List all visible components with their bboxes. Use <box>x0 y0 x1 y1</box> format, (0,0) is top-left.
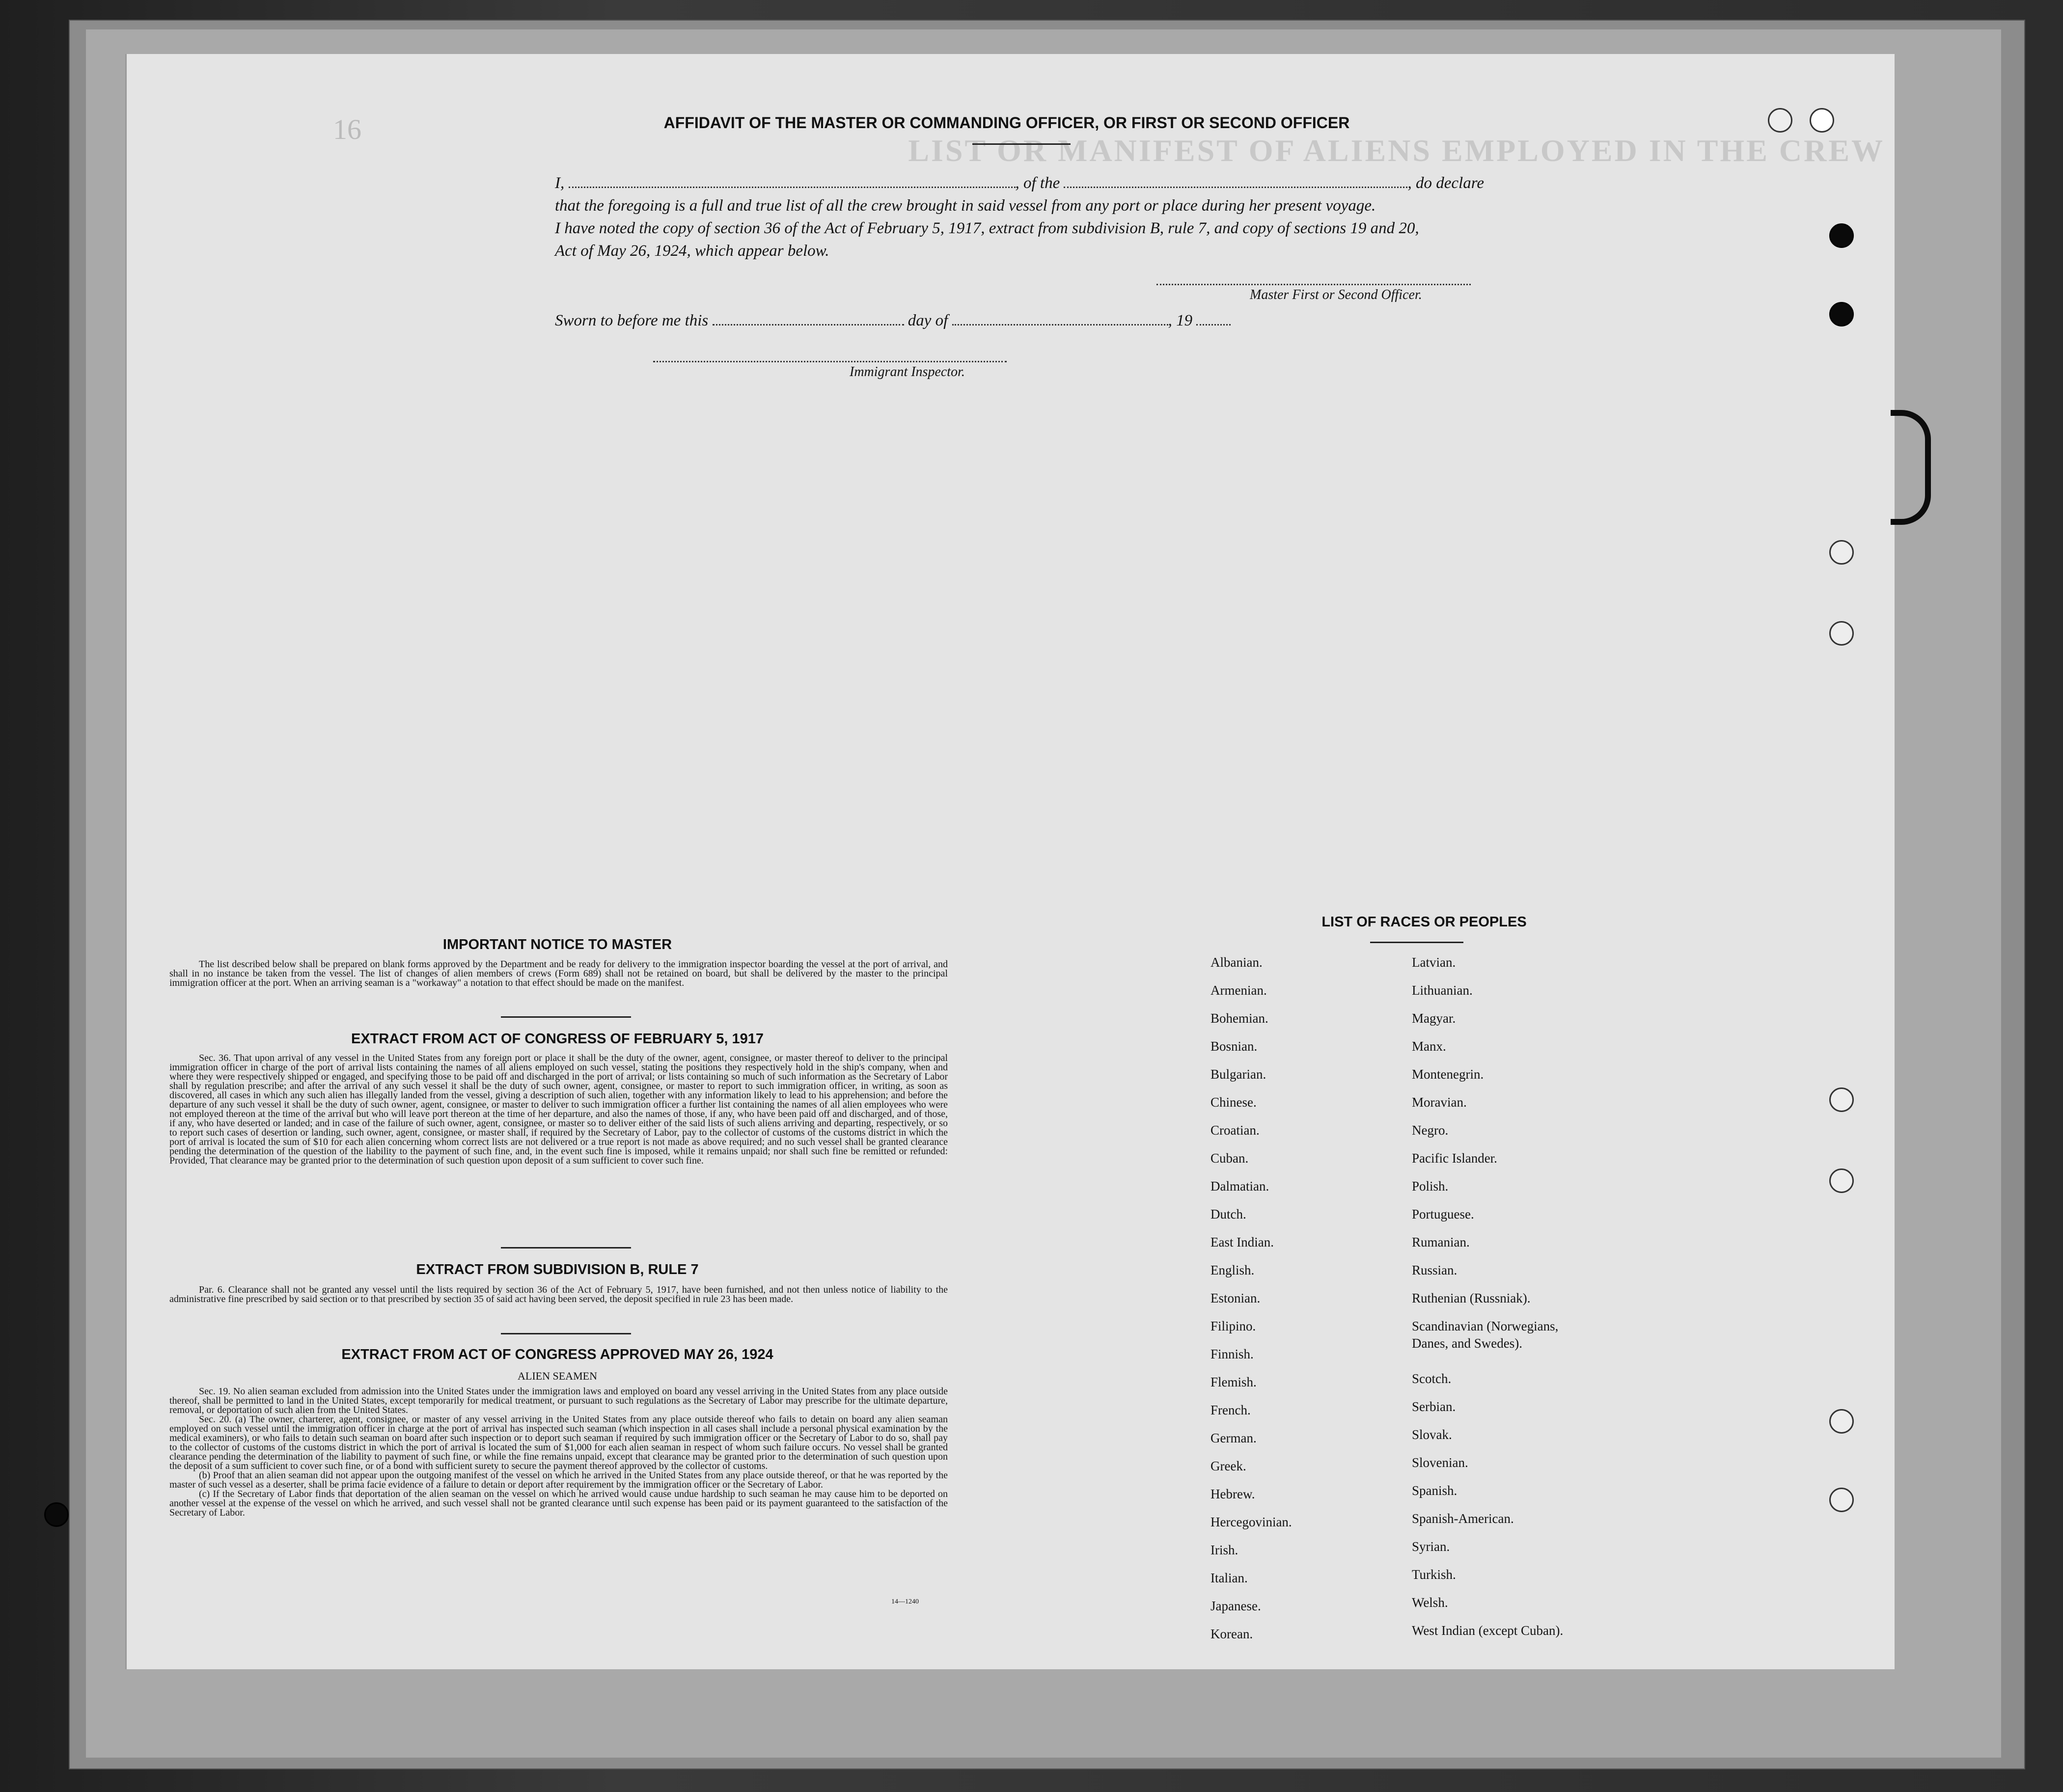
affidavit-line1-mid: , of the <box>1015 174 1060 192</box>
sworn-year-blank[interactable] <box>1196 310 1231 326</box>
race-item: Rumanian. <box>1412 1235 1470 1249</box>
notice-body <box>169 960 948 988</box>
race-item: Japanese. <box>1210 1599 1261 1613</box>
race-item: Filipino. <box>1210 1319 1256 1333</box>
sworn-day-blank[interactable] <box>713 310 904 326</box>
race-item: Finnish. <box>1210 1347 1254 1361</box>
race-item: Montenegrin. <box>1412 1067 1484 1082</box>
race-item: Lithuanian. <box>1412 983 1473 998</box>
race-item: Bosnian. <box>1210 1039 1258 1054</box>
bleed-through-title: LIST OR MANIFEST OF ALIENS EMPLOYED IN THE CREW <box>908 133 1885 168</box>
binder-hole <box>1768 108 1792 133</box>
race-item: Ruthenian (Russniak). <box>1412 1291 1531 1305</box>
extract3-subtitle: ALIEN SEAMEN <box>518 1370 597 1382</box>
extract1-body <box>169 1054 948 1166</box>
sworn-start: Sworn to before me this <box>555 312 709 329</box>
race-item: Albanian. <box>1210 955 1263 970</box>
race-item: Bohemian. <box>1210 1011 1268 1026</box>
race-item: Welsh. <box>1412 1595 1448 1610</box>
extract3-body <box>169 1387 948 1518</box>
race-item: Manx. <box>1412 1039 1446 1054</box>
binder-hole <box>1810 108 1834 133</box>
affidavit-line-2: that the foregoing is a full and true list of all the crew brought in said vessel from any port or place during her present voyage. <box>555 197 1376 215</box>
race-item: Slovak. <box>1412 1427 1452 1442</box>
extract2-paragraph: Par. 6. Clearance shall not be granted any vessel until the lists required by section 36 of the Act of February 5, 1917, have been furnished, and not then unless notice of liability to the administrative fine prescribed by said section or to that prescribed by section 35 of said act having been served, the deposit specified in rule 23 has been made. <box>169 1284 948 1304</box>
extract3-title: EXTRACT FROM ACT OF CONGRESS APPROVED MAY 26, 1924 <box>341 1347 773 1362</box>
notice-paragraph: The list described below shall be prepared on blank forms approved by the Department and be ready for delivery to the immigration inspector boarding the vessel at the port of arrival, and shall in no instance be taken from the vessel. The list of changes of alien members of crews (Form 689) shall not be retained on board, but shall be delivered by the master to the principal immigration officer at the port. When an arriving seaman is a "workaway" a notation to that effect should be made on the manifest. <box>169 959 948 988</box>
race-item: Estonian. <box>1210 1291 1261 1305</box>
binder-hole <box>1829 302 1854 326</box>
race-item: Irish. <box>1210 1543 1238 1557</box>
extract2-title: EXTRACT FROM SUBDIVISION B, RULE 7 <box>416 1262 699 1277</box>
sworn-line-text <box>555 309 1488 332</box>
race-item: Bulgarian. <box>1210 1067 1266 1082</box>
race-item: Chinese. <box>1210 1095 1257 1110</box>
race-item: French. <box>1210 1403 1251 1417</box>
race-item: Scandinavian (Norwegians, <box>1412 1319 1559 1333</box>
race-item: Russian. <box>1412 1263 1458 1277</box>
master-signature-line[interactable] <box>1156 284 1471 285</box>
affidavit-body <box>555 172 1488 262</box>
race-item: Spanish-American. <box>1412 1511 1514 1526</box>
extract2-body <box>169 1285 948 1304</box>
binder-hole <box>1829 540 1854 565</box>
race-item: Dalmatian. <box>1210 1179 1269 1194</box>
race-item: Danes, and Swedes). <box>1412 1336 1522 1351</box>
race-item: Dutch. <box>1210 1207 1246 1222</box>
extract3-sec20a: Sec. 20. (a) The owner, charterer, agent, consignee, or master of any vessel arriving in the United States from any place outside thereof who fails to detain on board any alien seaman employed on such vessel until the immigration officer in charge at the port of arrival has inspected such seaman (which inspection in all cases shall include a personal physical examination by the medical examiners), or who fails to detain such seaman on board after such inspection or to deport such seaman if required by such immigration officer or the Secretary of Labor to do so, shall pay to the collector of customs of the customs district in which the port of arrival is located the sum of $1,000 for each alien seaman in respect of whom such failure occurs. No vessel shall be granted clearance pending the determination of the liability to payment of such fine, or while the fine remains unpaid, except that clearance may be granted prior to the determination of such question upon the deposit of a sum sufficient to cover such fine, or of a bond with sufficient surety to secure the payment thereof approved by the collector of customs. <box>169 1414 948 1471</box>
form-number: 14—1240 <box>891 1598 919 1605</box>
extract1-paragraph: Sec. 36. That upon arrival of any vessel in the United States from any foreign port or place it shall be the duty of the owner, agent, consignee, or master thereof to deliver to the principal immigration officer in charge of the port of arrival lists containing the names of all aliens employed on such vessel, stating the positions they respectively hold in the ship's company, when and where they were respectively shipped or engaged, and specifying those to be paid off and discharged in the port of arrival; or lists containing so much of such information as the Secretary of Labor shall by regulation prescribe; and after the arrival of any such vessel it shall be the duty of such owner, agent, consignee, or master to report to such immigration officer, in writing, as soon as discovered, all cases in which any such alien has illegally landed from the vessel, giving a description of such alien, together with any information likely to lead to his apprehension; and before the departure of any such vessel it shall be the duty of such owner, agent, consignee, or master to deliver to such immigration officer a further list containing the names of all alien employees who were not employed thereon at the time of the arrival but who will leave port thereon at the time of her departure, and also the names of those, if any, who have been paid off and discharged, and of those, if any, who have deserted or landed; and in case of the failure of such owner, agent, consignee, or master so to deliver either of the said lists of such aliens arriving and departing, respectively, or so to report such cases of desertion or landing, such owner, agent, consignee, or master shall, if required by the Secretary of Labor, pay to the collector of customs of the customs district in which the port of arrival is located the sum of $10 for each alien concerning whom correct lists are not delivered or a true report is not made as above required; and no such vessel shall be granted clearance pending the determination of the question of the liability to the payment of such fine, and, in the event such fine is imposed, while it remains unpaid; nor shall such fine be remitted or refunded: Provided, That clearance may be granted prior to the determination of such question upon deposit of a sum sufficient to cover such fine. <box>169 1053 948 1166</box>
race-item: Croatian. <box>1210 1123 1260 1138</box>
binder-hole <box>1829 1168 1854 1193</box>
race-item: Cuban. <box>1210 1151 1249 1166</box>
extract3-sec19: Sec. 19. No alien seaman excluded from admission into the United States under the immigration laws and employed on board any vessel arriving in the United States from any place outside thereof, shall be permitted to land in the United States, except temporarily for medical treatment, or pursuant to such regulations as the Secretary of Labor may prescribe for the ultimate departure, removal, or deportation of such alien from the United States. <box>169 1386 948 1415</box>
race-item: Moravian. <box>1412 1095 1467 1110</box>
affidavit-line1-end: , do declare <box>1407 174 1484 192</box>
affidavit-line-1 <box>555 172 1488 194</box>
race-item: Hebrew. <box>1210 1487 1255 1501</box>
sworn-line <box>555 309 1488 332</box>
race-item: Greek. <box>1210 1459 1246 1473</box>
race-item: English. <box>1210 1263 1255 1277</box>
binder-hole <box>44 1502 69 1527</box>
race-item: Serbian. <box>1412 1399 1456 1414</box>
extract3-sec20c: (c) If the Secretary of Labor finds that deportation of the alien seaman on the vessel on which he arrived would cause undue hardship to such seaman he may cause him to be deported on another vessel at the expense of the vessel on which he arrived, and such vessel shall not be granted clearance until such expense has been paid or its payment guaranteed to the satisfaction of the Secretary of Labor. <box>169 1489 948 1518</box>
binder-hole <box>1829 1087 1854 1112</box>
races-title-rule <box>1370 942 1463 943</box>
affidavit-line-4: Act of May 26, 1924, which appear below. <box>555 242 829 260</box>
sworn-month-blank[interactable] <box>952 310 1168 326</box>
race-item: Flemish. <box>1210 1375 1257 1389</box>
extract1-rule <box>501 1247 631 1249</box>
race-item: Portuguese. <box>1412 1207 1474 1222</box>
binder-hole <box>1829 621 1854 646</box>
race-item: Spanish. <box>1412 1483 1458 1498</box>
race-item: Armenian. <box>1210 983 1267 998</box>
notice-title: IMPORTANT NOTICE TO MASTER <box>442 937 672 952</box>
race-item: Polish. <box>1412 1179 1449 1194</box>
race-item: Turkish. <box>1412 1567 1456 1582</box>
extract1-title: EXTRACT FROM ACT OF CONGRESS OF FEBRUARY 5, 1917 <box>351 1031 764 1047</box>
master-signature-label: Master First or Second Officer. <box>1250 287 1422 302</box>
race-item: Italian. <box>1210 1571 1248 1585</box>
affidavit-line-3: I have noted the copy of section 36 of the Act of February 5, 1917, extract from subdivision B, rule 7, and copy of sections 19 and 20, <box>555 219 1419 237</box>
sworn-year: , 19 <box>1168 312 1193 329</box>
binder-hole <box>1829 1409 1854 1434</box>
notice-rule <box>501 1016 631 1018</box>
name-blank[interactable] <box>569 173 1016 188</box>
inspector-signature-line[interactable] <box>653 361 1007 362</box>
race-item: Korean. <box>1210 1627 1253 1641</box>
race-item: Pacific Islander. <box>1412 1151 1497 1166</box>
sworn-dayof: day of <box>908 312 948 329</box>
race-item: Hercegovinian. <box>1210 1515 1292 1529</box>
race-item: Syrian. <box>1412 1539 1450 1554</box>
affidavit-line1-start: I, <box>555 174 565 192</box>
vessel-blank[interactable] <box>1064 173 1407 188</box>
binder-hole <box>1829 1488 1854 1512</box>
race-item: Slovenian. <box>1412 1455 1468 1470</box>
race-item: Latvian. <box>1412 955 1456 970</box>
binder-tab <box>1891 410 1931 525</box>
race-item: Magyar. <box>1412 1011 1456 1026</box>
race-item: East Indian. <box>1210 1235 1274 1249</box>
extract2-rule <box>501 1333 631 1334</box>
race-item: West Indian (except Cuban). <box>1412 1623 1564 1638</box>
race-item: Scotch. <box>1412 1371 1452 1386</box>
race-item: Negro. <box>1412 1123 1449 1138</box>
affidavit-title: AFFIDAVIT OF THE MASTER OR COMMANDING OFFICER, OR FIRST OR SECOND OFFICER <box>663 114 1350 132</box>
race-item: German. <box>1210 1431 1257 1445</box>
affidavit-title-rule <box>972 143 1071 145</box>
extract3-sec20b: (b) Proof that an alien seaman did not appear upon the outgoing manifest of the vessel on which he arrived in the United States from any place outside thereof, or that he was reported by the master of such vessel as a deserter, shall be prima facie evidence of a failure to detain or deport after requirement by the immigration officer or the Secretary of Labor. <box>169 1470 948 1490</box>
binder-hole <box>1829 223 1854 248</box>
inspector-signature-label: Immigrant Inspector. <box>850 364 965 380</box>
page-number: 16 <box>333 113 361 145</box>
races-title: LIST OF RACES OR PEOPLES <box>1321 914 1527 930</box>
